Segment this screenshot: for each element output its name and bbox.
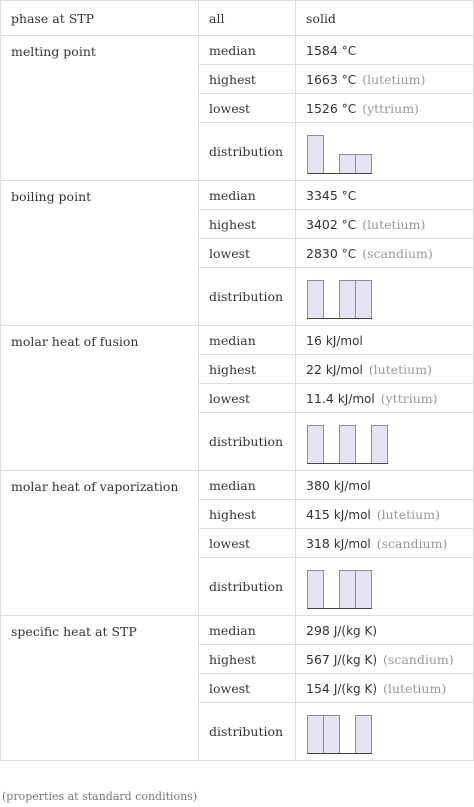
property-name: melting point: [1, 36, 199, 181]
header-solid-label: solid: [296, 1, 474, 36]
distribution-histogram: [306, 417, 390, 467]
stat-label: highest: [199, 210, 296, 239]
property-name: specific heat at STP: [1, 616, 199, 761]
distribution-label: distribution: [199, 123, 296, 181]
stat-value-cell: [296, 471, 474, 500]
stat-label: lowest: [199, 674, 296, 703]
distribution-cell: [296, 703, 474, 761]
stat-unit: kJ/mol: [333, 507, 371, 522]
stat-value: 380: [306, 477, 330, 493]
property-name: boiling point: [1, 181, 199, 326]
stat-unit: J/(kg K): [333, 681, 378, 696]
distribution-label: distribution: [199, 558, 296, 616]
histogram-bar: [356, 570, 372, 608]
stat-value-cell: [296, 645, 474, 674]
stat-value-cell: [296, 529, 474, 558]
stat-label: highest: [199, 500, 296, 529]
stat-value-cell: [296, 355, 474, 384]
stat-row: [1, 326, 474, 355]
stat-label: median: [199, 326, 296, 355]
stat-unit: kJ/mol: [325, 362, 363, 377]
histogram-bar: [372, 425, 388, 463]
element-note: (lutetium): [383, 680, 447, 696]
histogram-bar: [340, 154, 356, 173]
stat-row: [1, 36, 474, 65]
stat-unit: °C: [341, 188, 357, 203]
stat-value: 1663: [306, 71, 338, 87]
stat-value: 318: [306, 535, 330, 551]
element-note: (yttrium): [380, 390, 438, 406]
stat-unit: kJ/mol: [333, 536, 371, 551]
element-note: (lutetium): [362, 71, 426, 87]
stat-value: 22: [306, 361, 322, 377]
histogram-bar: [356, 715, 372, 753]
stat-label: lowest: [199, 239, 296, 268]
distribution-histogram: [306, 707, 374, 757]
histogram-bar: [308, 425, 324, 463]
stat-value-cell: [296, 674, 474, 703]
stat-label: lowest: [199, 384, 296, 413]
distribution-label: distribution: [199, 703, 296, 761]
stat-label: highest: [199, 355, 296, 384]
stat-value: 2830: [306, 245, 338, 261]
element-note: (yttrium): [362, 100, 419, 116]
histogram-bar: [340, 280, 356, 318]
element-note: (lutetium): [368, 361, 432, 377]
stat-label: highest: [199, 645, 296, 674]
stat-value-cell: [296, 65, 474, 94]
stat-value: 3402: [306, 216, 338, 232]
stat-row: [1, 616, 474, 645]
histogram-bar: [308, 280, 324, 318]
stat-value: 298: [306, 622, 330, 638]
element-note: (lutetium): [362, 216, 426, 232]
element-note: (scandium): [362, 245, 433, 261]
stat-value: 11.4: [306, 390, 334, 406]
distribution-histogram: [306, 562, 374, 612]
distribution-cell: [296, 123, 474, 181]
distribution-cell: [296, 413, 474, 471]
header-all-label: all: [199, 1, 296, 36]
stat-value-cell: [296, 384, 474, 413]
stat-label: lowest: [199, 94, 296, 123]
distribution-cell: [296, 558, 474, 616]
stat-value-cell: [296, 36, 474, 65]
stat-unit: kJ/mol: [333, 478, 371, 493]
distribution-label: distribution: [199, 268, 296, 326]
stat-value: 1584: [306, 42, 338, 58]
stat-row: [1, 181, 474, 210]
stat-label: median: [199, 36, 296, 65]
stat-value: 1526: [306, 100, 338, 116]
header-phase-label: phase at STP: [1, 1, 199, 36]
stat-value: 154: [306, 680, 330, 696]
distribution-histogram: [306, 127, 374, 177]
property-name: molar heat of fusion: [1, 326, 199, 471]
histogram-bar: [340, 570, 356, 608]
distribution-label: distribution: [199, 413, 296, 471]
header-row: [1, 1, 474, 36]
stat-unit: °C: [341, 43, 357, 58]
property-name: molar heat of vaporization: [1, 471, 199, 616]
stat-unit: J/(kg K): [333, 652, 378, 667]
stat-value: 16: [306, 332, 322, 348]
footnote: (properties at standard conditions): [2, 790, 198, 803]
stat-unit: kJ/mol: [337, 391, 375, 406]
element-note: (scandium): [383, 651, 454, 667]
stat-value-cell: [296, 616, 474, 645]
histogram-bar: [356, 154, 372, 173]
distribution-cell: [296, 268, 474, 326]
stat-unit: °C: [341, 246, 357, 261]
stat-value-cell: [296, 500, 474, 529]
stat-value: 3345: [306, 187, 338, 203]
stat-value: 567: [306, 651, 330, 667]
distribution-histogram: [306, 272, 374, 322]
stat-unit: kJ/mol: [325, 333, 363, 348]
histogram-bar: [324, 715, 340, 753]
element-note: (lutetium): [376, 506, 440, 522]
histogram-bar: [308, 715, 324, 753]
stat-row: [1, 471, 474, 500]
stat-unit: °C: [341, 72, 357, 87]
stat-unit: °C: [341, 217, 357, 232]
histogram-bar: [356, 280, 372, 318]
stat-value-cell: [296, 94, 474, 123]
histogram-bar: [340, 425, 356, 463]
element-note: (scandium): [376, 535, 448, 551]
stat-value: 415: [306, 506, 330, 522]
histogram-bar: [308, 135, 324, 173]
stat-label: highest: [199, 65, 296, 94]
stat-label: median: [199, 471, 296, 500]
histogram-bar: [308, 570, 324, 608]
stat-label: lowest: [199, 529, 296, 558]
stat-value-cell: [296, 239, 474, 268]
stat-unit: °C: [341, 101, 357, 116]
stat-value-cell: [296, 181, 474, 210]
stat-value-cell: [296, 326, 474, 355]
stat-value-cell: [296, 210, 474, 239]
stat-unit: J/(kg K): [333, 623, 378, 638]
stat-label: median: [199, 181, 296, 210]
stat-label: median: [199, 616, 296, 645]
